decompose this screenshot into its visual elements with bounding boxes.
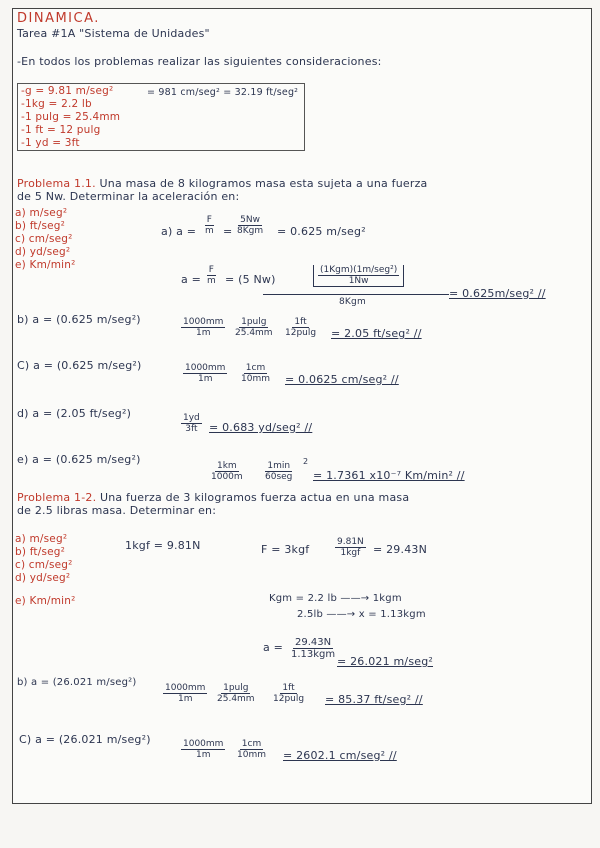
p2-a-result: = 26.021 m/seg² [337, 655, 434, 668]
p2-kgf-conversion: 1kgf = 9.81N [125, 539, 201, 552]
option-item: e) Km/min² [15, 595, 76, 607]
page-title: DINAMICA. [17, 11, 100, 26]
p2-c-result: = 2602.1 cm/seg² // [283, 749, 397, 762]
option-item: d) yd/seg² [15, 246, 71, 258]
p1-c-lhs: C) a = (0.625 m/seg²) [17, 359, 142, 372]
p2-mass-line-1: Kgm = 2.2 lb ——→ 1kgm [269, 593, 402, 604]
problem-1-2-label: Problema 1-2. [17, 491, 97, 504]
p2-a-lhs: a = [263, 641, 284, 654]
p2-mass-line-2: 2.5lb ——→ x = 1.13kgm [297, 609, 426, 620]
p1-e-factor-1: $\frac{1km}{1000m}$ [211, 461, 243, 482]
option-item: c) cm/seg² [15, 559, 73, 571]
p1-a1-values: 5Nw 8Kgm [237, 215, 264, 236]
problem-1-1-statement [17, 177, 428, 190]
p1-c-factor-2: $\frac{1cm}{10mm}$ [241, 363, 270, 384]
problem-1-2-text-1: Una fuerza de 3 kilogramos fuerza actua en una masa [99, 491, 410, 504]
option-item: b) ft/seg² [15, 546, 66, 558]
p2-c-lhs: C) a = (26.021 m/seg²) [19, 733, 151, 746]
p1-d-factor-1: $\frac{1yd}{3ft}$ [183, 413, 200, 434]
p2-a-fraction: 29.43N 1.13kgm [291, 637, 336, 660]
p2-force-result: = 29.43N [373, 543, 428, 556]
consideration-item: -1 yd = 3ft [21, 137, 80, 149]
p2-b-factor-2: $\frac{1pulg}{25.4mm}$ [217, 683, 255, 704]
p2-b-result: = 85.37 ft/seg² // [325, 693, 423, 706]
instruction-text: -En todos los problemas realizar las siguientes consideraciones: [17, 55, 382, 68]
p1-a2-result: = 0.625m/seg² // [449, 287, 546, 300]
p1-a1-f-over-m: $\frac{F}{m}$ [205, 215, 214, 236]
p1-b-factor-1: $\frac{1000mm}{1m}$ [183, 317, 224, 338]
p2-c-factor-2: $\frac{1cm}{10mm}$ [237, 739, 266, 760]
p1-b-factor-2: $\frac{1pulg}{25.4mm}$ [235, 317, 273, 338]
option-item: d) yd/seg² [15, 572, 71, 584]
p1-a1-result: = 0.625 m/seg² [277, 225, 366, 238]
gravity-equivalents: = 981 cm/seg² = 32.19 ft/seg² [147, 87, 299, 98]
p1-a1-lhs: a) a = [161, 225, 197, 238]
p1-b-lhs: b) a = (0.625 m/seg²) [17, 313, 141, 326]
p1-c-factor-1: $\frac{1000mm}{1m}$ [185, 363, 226, 384]
problem-1-1-text-2: de 5 Nw. Determinar la aceleración en: [17, 190, 240, 203]
consideration-item: -1 ft = 12 pulg [21, 124, 101, 136]
problem-1-1-text-1: Una masa de 8 kilogramos masa esta sujeta a una fuerza [99, 177, 428, 190]
option-item: c) cm/seg² [15, 233, 73, 245]
p2-c-factor-1: $\frac{1000mm}{1m}$ [183, 739, 224, 760]
option-item: a) m/seg² [15, 207, 68, 219]
p1-a2-lhs: a = [181, 273, 202, 286]
equals-sign: = [223, 225, 233, 238]
p2-b-factor-1: $\frac{1000mm}{1m}$ [165, 683, 206, 704]
p1-a2-f-over-m: $\frac{F}{m}$ [207, 265, 216, 286]
p1-c-result: = 0.0625 cm/seg² // [285, 373, 399, 386]
p1-b-result: = 2.05 ft/seg² // [331, 327, 422, 340]
worksheet-page [12, 8, 592, 804]
assignment-subtitle: Tarea #1A "Sistema de Unidades" [17, 27, 210, 40]
p2-b-lhs: b) a = (26.021 m/seg²) [17, 677, 137, 688]
problem-1-2-statement [17, 491, 409, 504]
p1-a2-mid: = (5 Nw) [225, 273, 276, 286]
p1-e-result: = 1.7361 x10⁻⁷ Km/min² // [313, 469, 465, 482]
p1-b-factor-3: $\frac{1ft}{12pulg}$ [285, 317, 317, 338]
p1-d-result: = 0.683 yd/seg² // [209, 421, 313, 434]
option-item: e) Km/min² [15, 259, 76, 271]
problem-1-2-text-2: de 2.5 libras masa. Determinar en: [17, 504, 217, 517]
p2-force-factor: 9.81N 1kgf [337, 537, 364, 558]
p1-e-lhs: e) a = (0.625 m/seg²) [17, 453, 141, 466]
p1-a2-fraction-bar [263, 294, 449, 295]
option-item: b) ft/seg² [15, 220, 66, 232]
p1-a2-bracket: (1Kgm)(1m/seg²) 1Nw [313, 265, 404, 287]
option-item: a) m/seg² [15, 533, 68, 545]
consideration-item: -1 pulg = 25.4mm [21, 111, 121, 123]
p1-e-exponent: 2 [303, 457, 309, 466]
p1-e-factor-2: 1min 60seg [265, 461, 293, 482]
problem-1-1-label: Problema 1.1. [17, 177, 96, 190]
p2-force-lhs: F = 3kgf [261, 543, 310, 556]
consideration-item: -g = 9.81 m/seg² [21, 85, 114, 97]
p1-a2-den: 8Kgm [339, 297, 366, 307]
p2-b-factor-3: $\frac{1ft}{12pulg}$ [273, 683, 305, 704]
p1-d-lhs: d) a = (2.05 ft/seg²) [17, 407, 132, 420]
consideration-item: -1kg = 2.2 lb [21, 98, 92, 110]
